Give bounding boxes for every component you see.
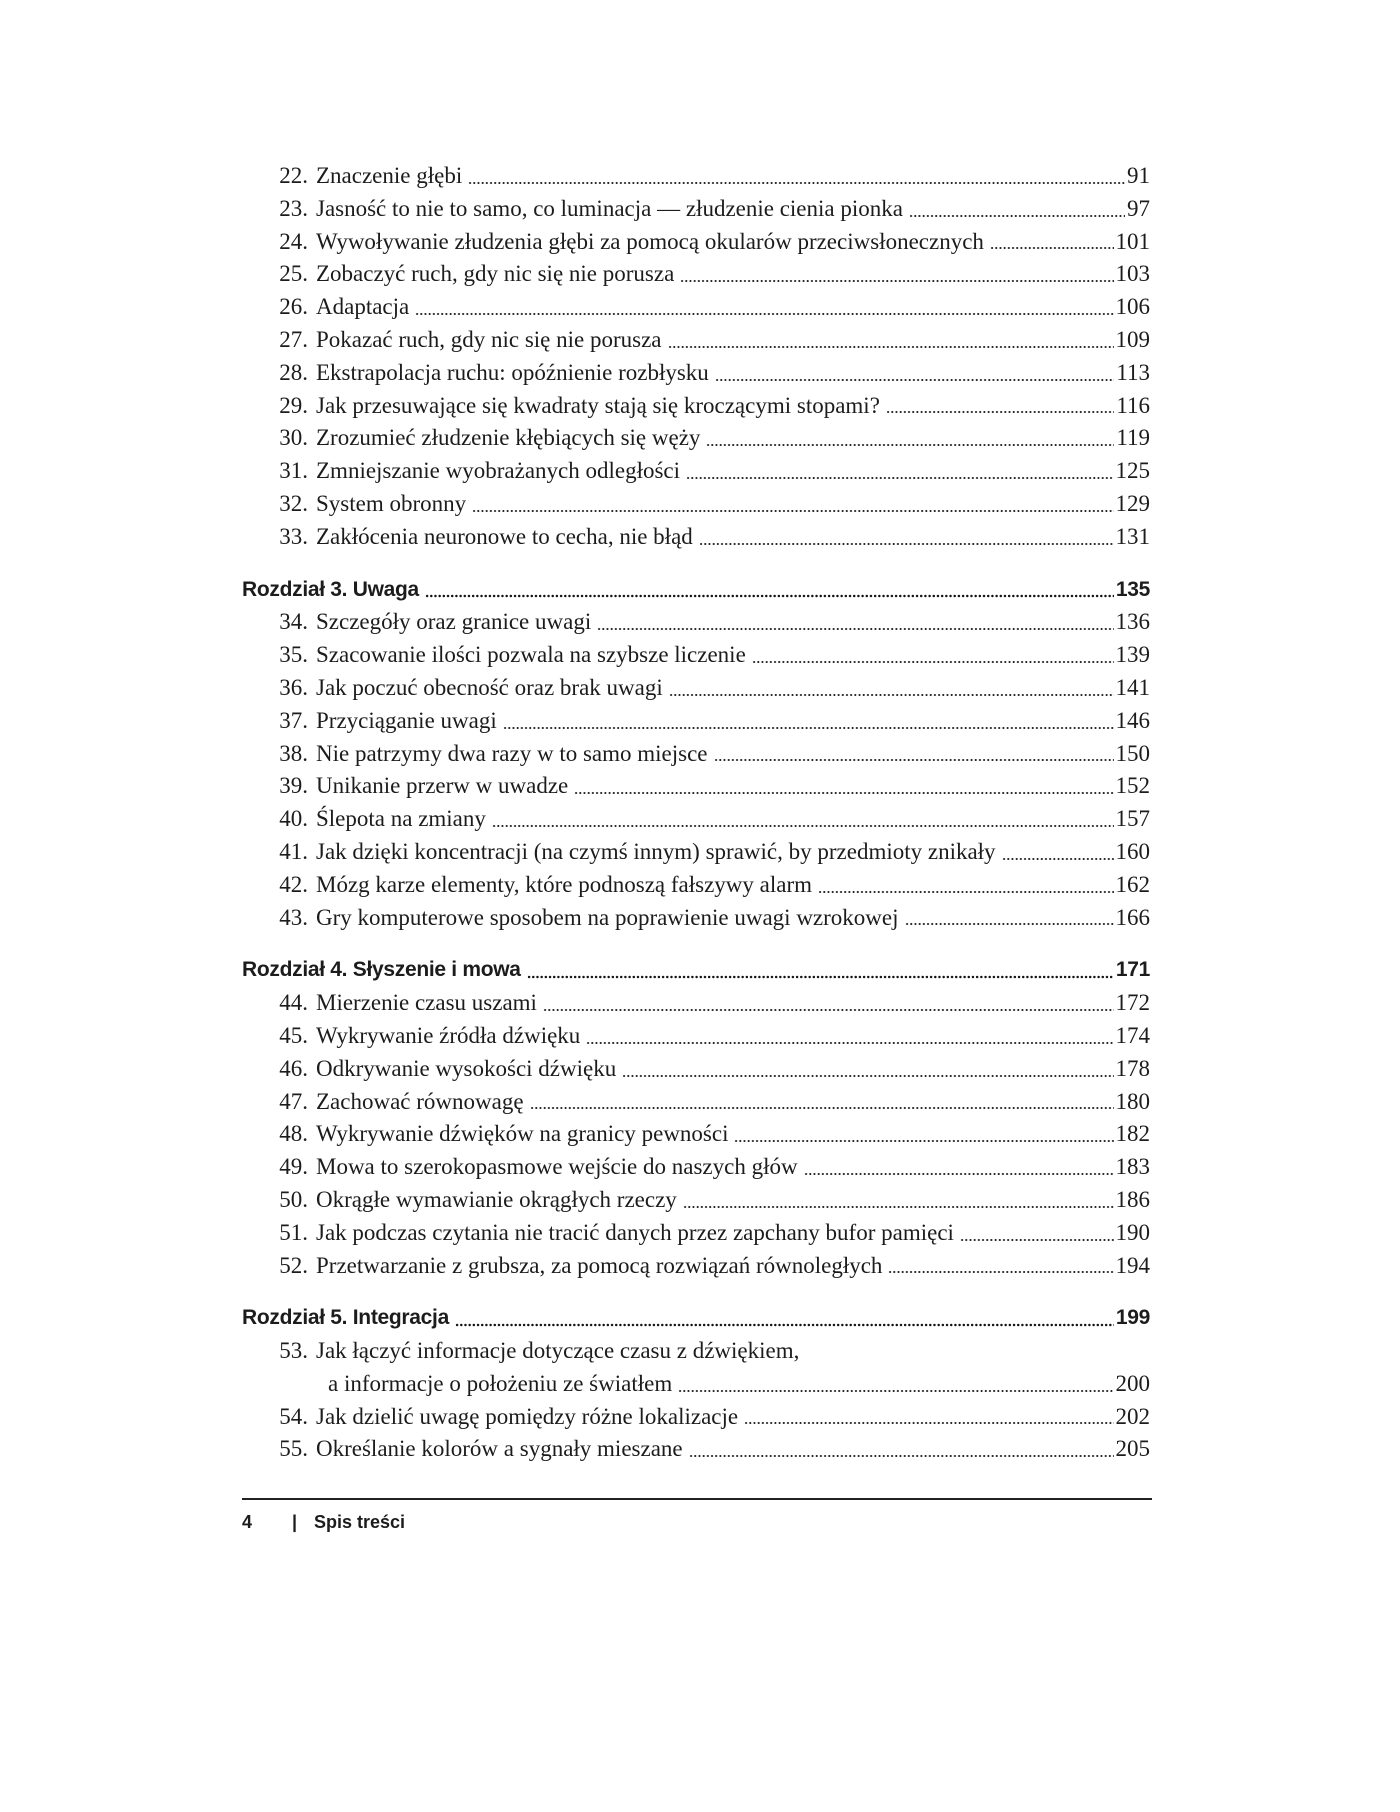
toc-entry[interactable] — [242, 226, 1150, 259]
toc-entry[interactable] — [242, 606, 1150, 639]
toc-entry[interactable] — [242, 160, 1150, 193]
dot-leader — [527, 961, 1114, 979]
dot-leader — [455, 1309, 1114, 1327]
entry-page-number: 125 — [1115, 458, 1150, 484]
table-of-contents — [242, 160, 1150, 1466]
entry-number: 30. — [279, 425, 308, 451]
entry-page-number: 200 — [1115, 1370, 1150, 1396]
entry-number: 27. — [279, 326, 308, 352]
toc-entry[interactable] — [242, 803, 1150, 836]
entry-title: Szczegóły oraz granice uwagi — [316, 609, 592, 635]
entry-number: 41. — [279, 838, 308, 864]
toc-entry[interactable] — [242, 705, 1150, 738]
entry-number: 37. — [279, 707, 308, 733]
toc-entry[interactable] — [242, 193, 1150, 226]
entry-title: Jak dzielić uwagę pomiędzy różne lokalizacje — [316, 1403, 739, 1429]
chapter-page-number: 171 — [1115, 958, 1150, 982]
entry-number: 25. — [279, 261, 308, 287]
entry-number: 23. — [279, 195, 308, 221]
footer-separator: | — [292, 1512, 298, 1532]
entry-title: Zmniejszanie wyobrażanych odległości — [316, 458, 681, 484]
entry-title: Szacowanie ilości pozwala na szybsze liczenie — [316, 642, 746, 668]
toc-entry[interactable] — [242, 738, 1150, 771]
entry-page-number: 152 — [1115, 773, 1150, 799]
dot-leader — [715, 364, 1115, 382]
entry-number: 29. — [279, 392, 308, 418]
dot-leader — [689, 1440, 1114, 1458]
entry-page-number: 109 — [1115, 326, 1150, 352]
toc-entry[interactable] — [242, 1053, 1150, 1086]
entry-page-number: 101 — [1115, 228, 1150, 254]
page-footer — [242, 1498, 1152, 1533]
entry-title: Zachować równowagę — [316, 1088, 524, 1114]
toc-entry[interactable] — [242, 902, 1150, 935]
entry-number: 40. — [279, 806, 308, 832]
entry-number: 52. — [279, 1252, 308, 1278]
entry-title: Unikanie przerw w uwadze — [316, 773, 569, 799]
entry-number: 48. — [279, 1121, 308, 1147]
dot-leader — [686, 462, 1113, 480]
dot-leader — [597, 613, 1113, 631]
dot-leader — [530, 1092, 1114, 1110]
dot-leader — [734, 1125, 1113, 1143]
toc-entry[interactable] — [242, 1118, 1150, 1151]
toc-entry[interactable] — [242, 488, 1150, 521]
dot-leader — [472, 495, 1113, 513]
entry-page-number: 182 — [1115, 1121, 1150, 1147]
chapter-heading[interactable] — [242, 1302, 1150, 1335]
dot-leader — [886, 396, 1114, 414]
toc-entry[interactable] — [242, 987, 1150, 1020]
chapter-title: Rozdział 4. Słyszenie i mowa — [242, 958, 521, 982]
entry-number: 50. — [279, 1186, 308, 1212]
dot-leader — [574, 777, 1113, 795]
dot-leader — [492, 810, 1114, 828]
entry-page-number: 97 — [1127, 195, 1150, 221]
entry-title: Zrozumieć złudzenie kłębiących się węży — [316, 425, 701, 451]
entry-page-number: 178 — [1115, 1055, 1150, 1081]
dot-leader — [586, 1027, 1113, 1045]
toc-entry[interactable] — [242, 390, 1150, 423]
toc-entry[interactable] — [242, 1217, 1150, 1250]
entry-title: Zobaczyć ruch, gdy nic się nie porusza — [316, 261, 675, 287]
entry-title: Wywoływanie złudzenia głębi za pomocą okularów przeciwsłonecznych — [316, 228, 984, 254]
entry-page-number: 180 — [1115, 1088, 1150, 1114]
dot-leader — [668, 331, 1114, 349]
entry-number: 44. — [279, 990, 308, 1016]
entry-page-number: 194 — [1115, 1252, 1150, 1278]
chapter-page-number: 135 — [1115, 577, 1150, 601]
dot-leader — [744, 1407, 1113, 1425]
dot-leader — [960, 1224, 1114, 1242]
entry-number: 35. — [279, 642, 308, 668]
dot-leader — [468, 167, 1125, 185]
entry-page-number: 119 — [1116, 425, 1150, 451]
dot-leader — [752, 646, 1114, 664]
entry-number: 42. — [279, 871, 308, 897]
dot-leader — [622, 1060, 1113, 1078]
entry-number: 38. — [279, 740, 308, 766]
entry-number: 28. — [279, 359, 308, 385]
entry-number: 46. — [279, 1055, 308, 1081]
chapter-heading[interactable] — [242, 574, 1150, 607]
entry-page-number: 186 — [1115, 1186, 1150, 1212]
entry-title: Przetwarzanie z grubsza, za pomocą rozwiązań równoległych — [316, 1252, 883, 1278]
entry-title: Wykrywanie dźwięków na granicy pewności — [316, 1121, 729, 1147]
dot-leader — [888, 1256, 1113, 1274]
chapter-heading[interactable] — [242, 954, 1150, 987]
entry-number: 24. — [279, 228, 308, 254]
dot-leader — [683, 1191, 1114, 1209]
toc-entry[interactable] — [242, 422, 1150, 455]
entry-title: Jak łączyć informacje dotyczące czasu z dźwiękiem, — [316, 1338, 800, 1364]
dot-leader — [706, 429, 1114, 447]
dot-leader — [699, 528, 1114, 546]
entry-number: 33. — [279, 523, 308, 549]
toc-entry[interactable] — [242, 770, 1150, 803]
entry-page-number: 146 — [1115, 707, 1150, 733]
entry-page-number: 157 — [1115, 806, 1150, 832]
toc-entry[interactable] — [242, 836, 1150, 869]
entry-title: Znaczenie głębi — [316, 163, 463, 188]
entry-number: 43. — [279, 904, 308, 930]
dot-leader — [680, 265, 1113, 283]
toc-entry[interactable] — [242, 324, 1150, 357]
toc-entry[interactable] — [242, 672, 1150, 705]
dot-leader — [804, 1158, 1114, 1176]
entry-number: 49. — [279, 1154, 308, 1180]
entry-number: 54. — [279, 1403, 308, 1429]
toc-entry[interactable] — [242, 1401, 1150, 1434]
entry-title-continued: a informacje o położeniu ze światłem — [328, 1370, 673, 1396]
entry-number: 55. — [279, 1436, 308, 1462]
toc-entry[interactable] — [242, 1335, 1150, 1401]
entry-title: Jasność to nie to samo, co luminacja — złudzenie cienia pionka — [316, 195, 903, 221]
toc-entry[interactable] — [242, 1151, 1150, 1184]
dot-leader — [714, 744, 1114, 762]
chapter-page-number: 199 — [1115, 1306, 1150, 1330]
entry-number: 34. — [279, 609, 308, 635]
toc-entry[interactable] — [242, 1086, 1150, 1119]
entry-number: 51. — [279, 1219, 308, 1245]
entry-title: Ślepota na zmiany — [316, 806, 486, 832]
entry-page-number: 131 — [1115, 523, 1150, 549]
toc-entry[interactable] — [242, 357, 1150, 390]
entry-title: Ekstrapolacja ruchu: opóźnienie rozbłysku — [316, 359, 709, 385]
toc-entry[interactable] — [242, 1250, 1150, 1283]
entry-title: Wykrywanie źródła dźwięku — [316, 1022, 581, 1048]
entry-title: Mózg karze elementy, które podnoszą fałszywy alarm — [316, 871, 813, 897]
entry-title: Określanie kolorów a sygnały mieszane — [316, 1436, 683, 1462]
entry-page-number: 113 — [1116, 359, 1150, 385]
entry-page-number: 129 — [1115, 490, 1150, 516]
toc-entry[interactable] — [242, 258, 1150, 291]
entry-page-number: 205 — [1115, 1436, 1150, 1462]
toc-entry[interactable] — [242, 1184, 1150, 1217]
entry-title: Nie patrzymy dwa razy w to samo miejsce — [316, 740, 708, 766]
chapter-title: Rozdział 3. Uwaga — [242, 577, 419, 601]
entry-page-number: 202 — [1115, 1403, 1150, 1429]
entry-page-number: 103 — [1115, 261, 1150, 287]
entry-page-number: 136 — [1115, 609, 1150, 635]
entry-page-number: 183 — [1115, 1154, 1150, 1180]
entry-number: 22. — [279, 163, 308, 188]
entry-page-number: 166 — [1115, 904, 1150, 930]
dot-leader — [669, 679, 1114, 697]
entry-number: 53. — [279, 1338, 308, 1364]
entry-page-number: 139 — [1115, 642, 1150, 668]
entry-title: Pokazać ruch, gdy nic się nie porusza — [316, 326, 662, 352]
entry-page-number: 162 — [1115, 871, 1150, 897]
entry-number: 45. — [279, 1022, 308, 1048]
entry-title: Odkrywanie wysokości dźwięku — [316, 1055, 617, 1081]
entry-title: Jak dzięki koncentracji (na czymś innym) sprawić, by przedmioty znikały — [316, 838, 996, 864]
entry-title: Okrągłe wymawianie okrągłych rzeczy — [316, 1186, 677, 1212]
entry-title: Adaptacja — [316, 294, 410, 320]
entry-number: 32. — [279, 490, 308, 516]
entry-title: Jak podczas czytania nie tracić danych przez zapchany bufor pamięci — [316, 1219, 954, 1245]
entry-number: 36. — [279, 674, 308, 700]
entry-page-number: 174 — [1115, 1022, 1150, 1048]
dot-leader — [503, 712, 1114, 730]
toc-entry[interactable] — [242, 291, 1150, 324]
toc-entry[interactable] — [242, 521, 1150, 554]
toc-entry[interactable] — [242, 1020, 1150, 1053]
entry-title: Jak przesuwające się kwadraty stają się kroczącymi stopami? — [316, 392, 880, 418]
entry-title: Mierzenie czasu uszami — [316, 990, 537, 1016]
dot-leader — [415, 298, 1113, 316]
dot-leader — [909, 200, 1125, 218]
entry-number: 39. — [279, 773, 308, 799]
entry-title: Zakłócenia neuronowe to cecha, nie błąd — [316, 523, 693, 549]
dot-leader — [543, 994, 1114, 1012]
entry-title: Przyciąganie uwagi — [316, 707, 497, 733]
dot-leader — [678, 1375, 1113, 1393]
toc-entry[interactable] — [242, 639, 1150, 672]
entry-title: Jak poczuć obecność oraz brak uwagi — [316, 674, 663, 700]
entry-page-number: 141 — [1115, 674, 1150, 700]
toc-entry[interactable] — [242, 869, 1150, 902]
entry-number: 26. — [279, 294, 308, 320]
entry-page-number: 172 — [1115, 990, 1150, 1016]
entry-title: Mowa to szerokopasmowe wejście do naszych głów — [316, 1154, 798, 1180]
entry-page-number: 116 — [1116, 392, 1150, 418]
chapter-title: Rozdział 5. Integracja — [242, 1306, 449, 1330]
entry-title: System obronny — [316, 490, 467, 516]
entry-page-number: 150 — [1115, 740, 1150, 766]
dot-leader — [990, 232, 1114, 250]
footer-label: Spis treści — [314, 1512, 406, 1532]
entry-page-number: 91 — [1127, 163, 1150, 188]
dot-leader — [818, 876, 1113, 894]
dot-leader — [425, 580, 1114, 598]
entry-number: 47. — [279, 1088, 308, 1114]
toc-entry[interactable] — [242, 455, 1150, 488]
entry-number: 31. — [279, 458, 308, 484]
footer-page-number: 4 — [242, 1512, 253, 1532]
entry-title: Gry komputerowe sposobem na poprawienie uwagi wzrokowej — [316, 904, 899, 930]
entry-page-number: 160 — [1115, 838, 1150, 864]
dot-leader — [905, 908, 1114, 926]
toc-entry[interactable] — [242, 1433, 1150, 1466]
entry-page-number: 106 — [1115, 294, 1150, 320]
entry-page-number: 190 — [1115, 1219, 1150, 1245]
dot-leader — [1002, 843, 1114, 861]
